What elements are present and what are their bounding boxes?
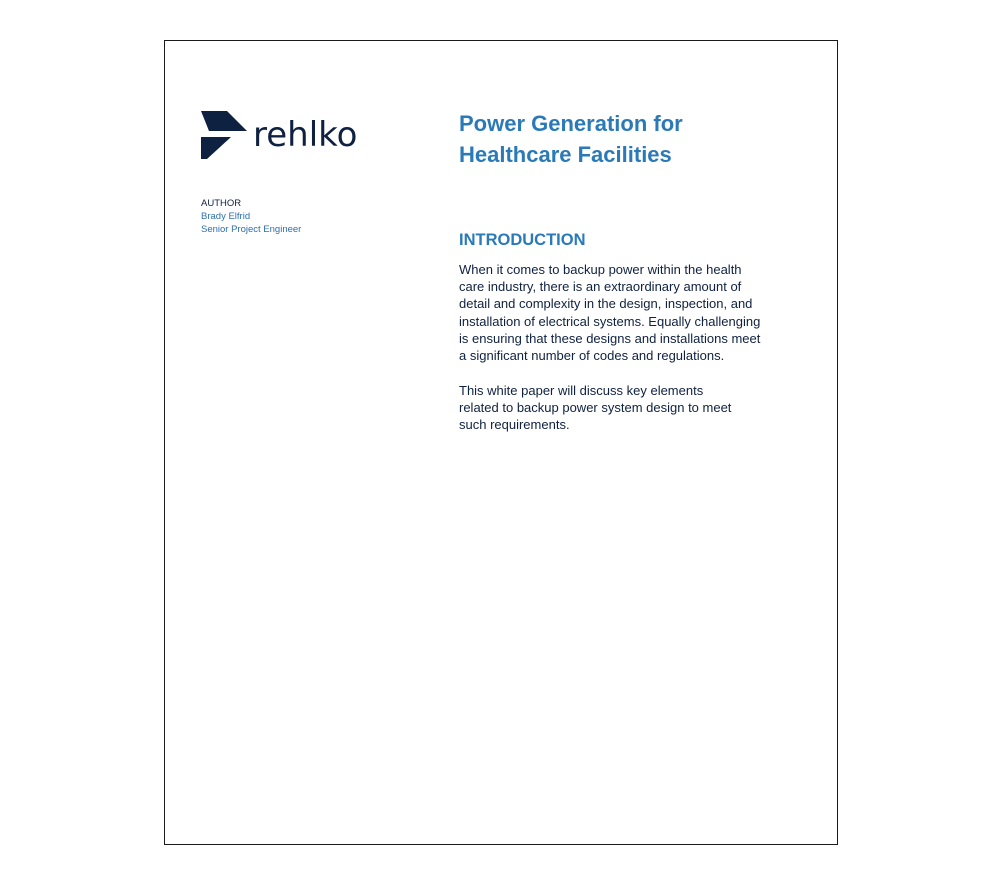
intro-heading: INTRODUCTION — [459, 231, 586, 249]
paragraph-line: installation of electrical systems. Equally challenging — [459, 313, 761, 329]
brand-wordmark: rehlko — [253, 115, 358, 155]
paragraph-line: care industry, there is an extraordinary amount of — [459, 279, 742, 295]
author-name: Brady Elfrid — [201, 211, 251, 222]
paragraph-line: This white paper will discuss key elements — [459, 383, 704, 398]
document-page — [164, 40, 838, 845]
title-line: Power Generation for — [459, 111, 683, 136]
intro-paragraph-2 — [459, 382, 779, 434]
paragraph-line: detail and complexity in the design, inspection, and — [459, 296, 753, 312]
author-label: AUTHOR — [201, 198, 242, 209]
paragraph-line: such requirements. — [459, 417, 570, 433]
paragraph-line: related to backup power system design to meet — [459, 400, 732, 416]
author-block — [201, 197, 301, 236]
document-title — [459, 108, 759, 170]
rehlko-arrow-mark-icon — [201, 111, 247, 159]
paragraph-line: a significant number of codes and regulations. — [459, 348, 725, 364]
paragraph-line: When it comes to backup power within the health — [459, 262, 742, 277]
author-role: Senior Project Engineer — [201, 224, 302, 235]
brand-logo — [201, 111, 357, 159]
title-line: Healthcare Facilities — [459, 142, 672, 167]
paragraph-line: is ensuring that these designs and installations meet — [459, 330, 761, 346]
intro-paragraph-1 — [459, 261, 799, 364]
